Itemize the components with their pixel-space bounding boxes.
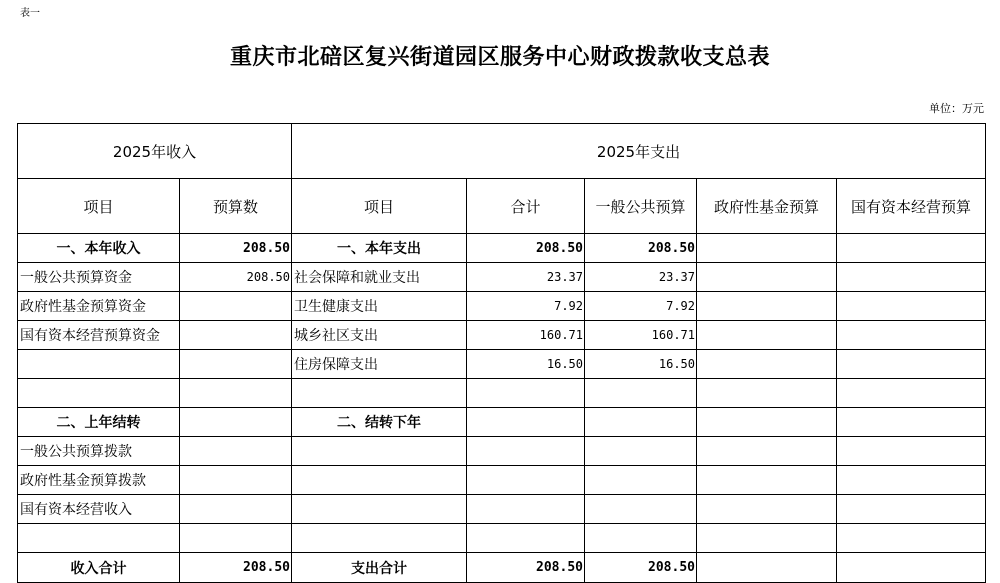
general-public-cell: [585, 379, 697, 408]
total-cell: [467, 524, 585, 553]
general-public-cell: 208.50: [585, 234, 697, 263]
general-public-cell: [585, 495, 697, 524]
state-capital-cell: [837, 408, 986, 437]
income-budget-cell: 208.50: [180, 234, 292, 263]
expense-item-cell: [292, 524, 467, 553]
income-budget-cell: [180, 321, 292, 350]
expense-item-cell: 一、本年支出: [292, 234, 467, 263]
income-item-cell: 二、上年结转: [18, 408, 180, 437]
table-row: [18, 495, 986, 524]
income-item-cell: 一般公共预算资金: [18, 263, 180, 292]
state-capital-cell: [837, 379, 986, 408]
general-public-cell: [585, 408, 697, 437]
general-public-header: 一般公共预算: [585, 179, 697, 234]
state-capital-cell: [837, 292, 986, 321]
state-capital-cell: [837, 234, 986, 263]
state-capital-cell: [837, 524, 986, 553]
table-id: 表一: [20, 8, 40, 19]
income-budget-cell: 208.50: [180, 553, 292, 583]
table-row: [18, 437, 986, 466]
expense-item-cell: [292, 466, 467, 495]
state-capital-cell: [837, 350, 986, 379]
gov-fund-cell: [697, 408, 837, 437]
state-capital-header: 国有资本经营预算: [837, 179, 986, 234]
total-cell: 208.50: [467, 234, 585, 263]
expense-item-cell: [292, 495, 467, 524]
gov-fund-cell: [697, 495, 837, 524]
total-cell: 160.71: [467, 321, 585, 350]
state-capital-cell: [837, 321, 986, 350]
income-budget-cell: 208.50: [180, 263, 292, 292]
income-budget-cell: [180, 466, 292, 495]
table-row: [18, 379, 986, 408]
state-capital-cell: [837, 553, 986, 583]
expense-item-cell: [292, 437, 467, 466]
income-group-header: 2025年收入: [18, 124, 292, 179]
gov-fund-cell: [697, 263, 837, 292]
state-capital-cell: [837, 466, 986, 495]
total-cell: [467, 437, 585, 466]
income-item-header: 项目: [18, 179, 180, 234]
gov-fund-cell: [697, 437, 837, 466]
expense-item-cell: 支出合计: [292, 553, 467, 583]
unit-label: 单位：万元: [929, 102, 984, 115]
gov-fund-header: 政府性基金预算: [697, 179, 837, 234]
expense-item-cell: 城乡社区支出: [292, 321, 467, 350]
table-row: [18, 292, 986, 321]
income-budget-cell: [180, 524, 292, 553]
expense-item-cell: [292, 379, 467, 408]
state-capital-cell: [837, 495, 986, 524]
total-cell: 7.92: [467, 292, 585, 321]
income-budget-header: 预算数: [180, 179, 292, 234]
expense-item-cell: 住房保障支出: [292, 350, 467, 379]
income-budget-cell: [180, 408, 292, 437]
total-cell: [467, 466, 585, 495]
column-header-row: [18, 179, 986, 234]
table-row: [18, 350, 986, 379]
total-cell: [467, 408, 585, 437]
table-row: [18, 234, 986, 263]
income-item-cell: 国有资本经营收入: [18, 495, 180, 524]
total-cell: 16.50: [467, 350, 585, 379]
income-item-cell: 一般公共预算拨款: [18, 437, 180, 466]
income-budget-cell: [180, 292, 292, 321]
gov-fund-cell: [697, 466, 837, 495]
total-cell: [467, 379, 585, 408]
gov-fund-cell: [697, 379, 837, 408]
gov-fund-cell: [697, 321, 837, 350]
gov-fund-cell: [697, 553, 837, 583]
state-capital-cell: [837, 263, 986, 292]
expense-group-header: 2025年支出: [292, 124, 986, 179]
income-item-cell: 政府性基金预算资金: [18, 292, 180, 321]
income-item-cell: 政府性基金预算拨款: [18, 466, 180, 495]
total-cell: 208.50: [467, 553, 585, 583]
income-budget-cell: [180, 350, 292, 379]
general-public-cell: 208.50: [585, 553, 697, 583]
table-row: [18, 408, 986, 437]
page-title: 重庆市北碚区复兴街道园区服务中心财政拨款收支总表: [229, 44, 770, 70]
table-row: [18, 524, 986, 553]
general-public-cell: [585, 437, 697, 466]
table-row: [18, 321, 986, 350]
general-public-cell: [585, 524, 697, 553]
expense-item-cell: 卫生健康支出: [292, 292, 467, 321]
general-public-cell: 16.50: [585, 350, 697, 379]
general-public-cell: 160.71: [585, 321, 697, 350]
income-item-cell: 一、本年收入: [18, 234, 180, 263]
group-header-row: [18, 124, 986, 179]
gov-fund-cell: [697, 292, 837, 321]
income-budget-cell: [180, 495, 292, 524]
expense-item-cell: 社会保障和就业支出: [292, 263, 467, 292]
total-cell: 23.37: [467, 263, 585, 292]
state-capital-cell: [837, 437, 986, 466]
gov-fund-cell: [697, 524, 837, 553]
income-budget-cell: [180, 379, 292, 408]
budget-summary-table: [17, 123, 986, 583]
table-row: [18, 263, 986, 292]
income-item-cell: [18, 524, 180, 553]
totals-row: [18, 553, 986, 583]
gov-fund-cell: [697, 234, 837, 263]
gov-fund-cell: [697, 350, 837, 379]
general-public-cell: 23.37: [585, 263, 697, 292]
expense-item-cell: 二、结转下年: [292, 408, 467, 437]
income-item-cell: 国有资本经营预算资金: [18, 321, 180, 350]
general-public-cell: 7.92: [585, 292, 697, 321]
general-public-cell: [585, 466, 697, 495]
table-row: [18, 466, 986, 495]
expense-item-header: 项目: [292, 179, 467, 234]
income-item-cell: [18, 350, 180, 379]
total-header: 合计: [467, 179, 585, 234]
income-item-cell: 收入合计: [18, 553, 180, 583]
income-budget-cell: [180, 437, 292, 466]
income-item-cell: [18, 379, 180, 408]
total-cell: [467, 495, 585, 524]
